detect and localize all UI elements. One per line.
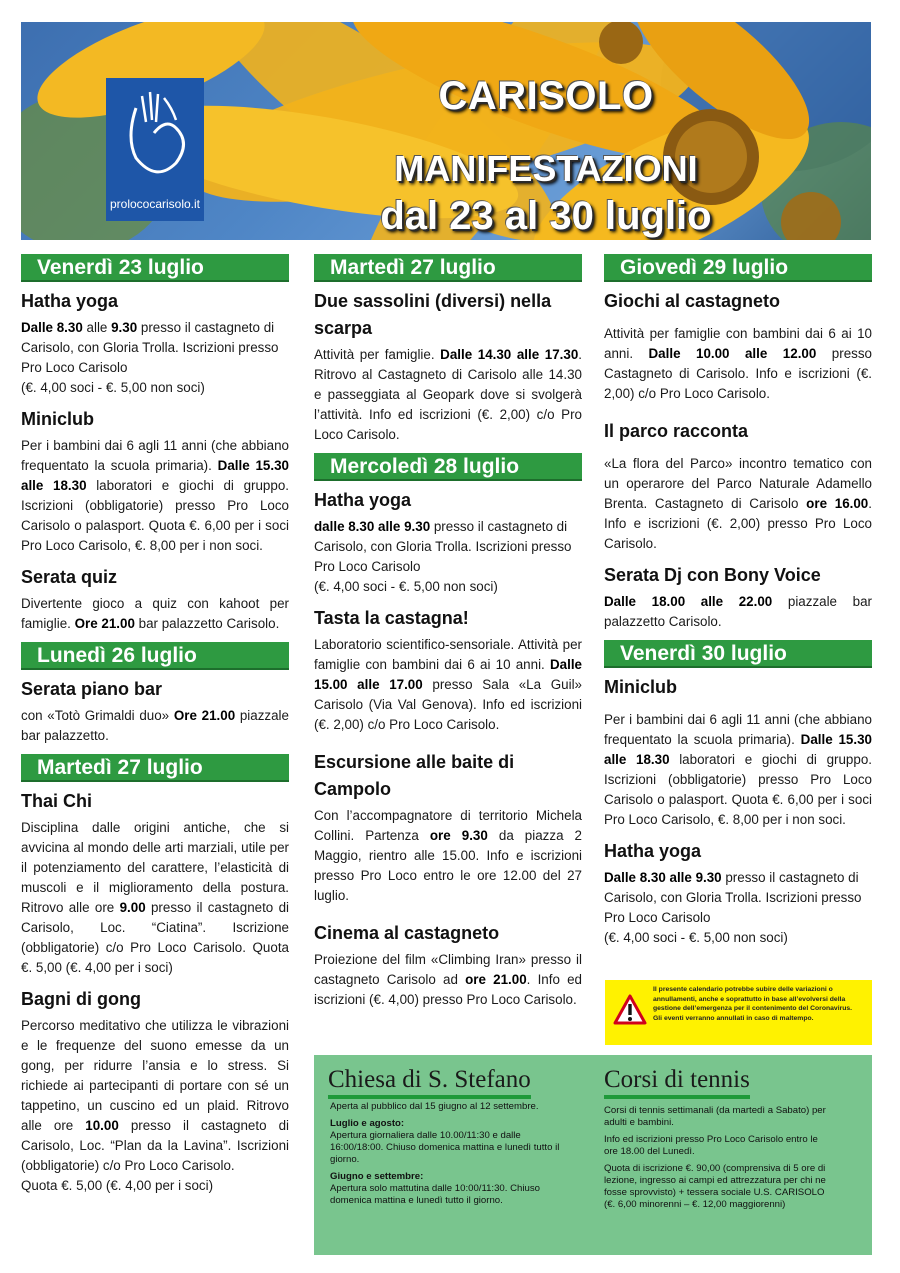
tennis-info: Corsi di tennis settimanali (da martedì a Sabato) per adulti e bambini. Info ed iscrizioni presso Pro Loco Carisolo entro le ore 18.00 del Lunedì. Quota di iscrizione €. 90,00 (comprensiva di 5 ore di lezione, ingresso ai campi ed attrezzatura per chi ne fosse sprovvisto) + tessera sociale U.S. CARISOLO (€. 6,00 minorenni – €. 12,00 maggiorenni): [604, 1105, 826, 1210]
event-desc-escursione-campolo: Con l’accompagnatore di territorio Michela Collini. Partenza ore 9.30 da piazza 2 Maggio, rientro alle 15.00. Info e iscrizioni presso Pro Loco entro le ore 12.00 del 27 luglio.: [314, 808, 582, 903]
event-title-bagni-di-gong: Bagni di gong: [21, 989, 141, 1009]
chiesa-info: Aperta al pubblico dal 15 giugno al 12 settembre. Luglio e agosto: Apertura giornaliera dalle 10.00/11:30 e dalle 16:00/18:00. Chiuso domenica mattina e lunedì tutto il giorno. Giugno e settembre: Apertura solo mattutina dalle 10:00/11:30. Chiuso domenica mattina e lunedì tutto il giorno.: [330, 1101, 560, 1206]
event-price: (€. 4,00 soci - €. 5,00 non soci): [21, 380, 205, 395]
tennis-title: Corsi di tennis: [604, 1066, 750, 1099]
day-header-lunedi-26: Lunedì 26 luglio: [21, 642, 289, 670]
event-title-escursione-campolo: Escursione alle baite di Campolo: [314, 752, 515, 799]
event-price: (€. 4,00 soci - €. 5,00 non soci): [604, 930, 788, 945]
event-desc-serata-quiz: Divertente gioco a quiz con kahoot per famiglie. Ore 21.00 bar palazzetto Carisolo.: [21, 596, 289, 631]
notice-text: Il presente calendario potrebbe subire delle variazioni o annullamenti, anche e soprattutto in base all’evolversi della gestione dell’emergenza per il contenimento del Coronavirus. Gli eventi verranno annullati in caso di maltempo.: [653, 986, 853, 1022]
event-desc-due-sassolini: Attività per famiglie. Dalle 14.30 alle 17.30. Ritrovo al Castagneto di Carisolo alle 14.30 e passeggiata al Geopark dove si svolgerà l’attività. Info ed iscrizioni (€. 2,00) c/o Pro Loco Carisolo.: [314, 347, 582, 442]
day-header-martedi-27: Martedì 27 luglio: [21, 754, 289, 782]
column-left: [21, 254, 289, 1204]
day-header-giovedi-29: Giovedì 29 luglio: [604, 254, 872, 282]
prolococarisolo-logo: [106, 78, 204, 221]
event-title-serata-quiz: Serata quiz: [21, 567, 118, 587]
event-title-due-sassolini: Due sassolini (diversi) nella scarpa: [314, 291, 552, 338]
event-price: (€. 4,00 soci - €. 5,00 non soci): [314, 579, 498, 594]
day-header-venerdi-23: Venerdì 23 luglio: [21, 254, 289, 282]
event-desc-hatha-yoga: dalle 8.30 alle 9.30 presso il castagneto di Carisolo, con Gloria Trolla. Iscrizioni presso Pro Loco Carisolo (€. 4,00 soci - €. 5,00 non soci): [314, 519, 572, 594]
banner-title-events: MANIFESTAZIONI: [394, 148, 698, 189]
event-desc-miniclub: Per i bambini dai 6 agli 11 anni (che abbiano frequentato la scuola primaria). Dalle 15.30 alle 18.30 laboratori e giochi di gruppo. Iscrizioni (obbligatorie) presso Pro Loco Carisolo o palasport. Quota €. 6,00 per i soci Pro Loco Carisolo, €. 8,00 per i non soci.: [21, 438, 289, 553]
event-desc-serata-dj: Dalle 18.00 alle 22.00 piazzale bar palazzetto Carisolo.: [604, 594, 872, 629]
event-desc-thai-chi: Disciplina dalle origini antiche, che si avvicina al mondo delle arti marziali, utile per il potenziamento del carattere, l’elasticità di muscoli e il miglioramento della postura. Ritrovo alle ore 9.00 presso il castagneto di Carisolo, Loc. “Ciatina”. Iscrizione (obbligatorie) c/o Pro Loco Carisolo. Quota €. 5,00 (€. 4,00 per i soci): [21, 820, 289, 975]
event-title-miniclub: Miniclub: [21, 409, 94, 429]
event-title-serata-dj: Serata Dj con Bony Voice: [604, 565, 821, 585]
day-header-mercoledi-28: Mercoledì 28 luglio: [314, 453, 582, 481]
column-right: [604, 254, 872, 956]
event-title-piano-bar: Serata piano bar: [21, 679, 163, 699]
event-desc-parco-racconta: «La flora del Parco» incontro tematico con un operarore del Parco Naturale Adamello Brenta. Castagneto di Carisolo ore 16.00. Info e iscrizioni (€. 2,00) presso Pro Loco Carisolo.: [604, 456, 872, 551]
event-desc-hatha-yoga: Dalle 8.30 alle 9.30 presso il castagneto di Carisolo, con Gloria Trolla. Iscrizioni presso Pro Loco Carisolo (€. 4,00 soci - €. 5,00 non soci): [604, 870, 862, 945]
event-title-thai-chi: Thai Chi: [21, 791, 92, 811]
column-middle: [314, 254, 582, 1018]
event-title-miniclub: Miniclub: [604, 677, 677, 697]
event-title-hatha-yoga: Hatha yoga: [21, 291, 119, 311]
day-header-martedi-27: Martedì 27 luglio: [314, 254, 582, 282]
event-desc-tasta-la-castagna: Laboratorio scientifico-sensoriale. Attività per famiglie con bambini dai 6 ai 10 anni. Dalle 15.00 alle 17.00 presso Sala «La Guil» Carisolo (Via Val Genova). Info ed iscrizioni (€. 2,00) c/o Pro Loco Carisolo.: [314, 637, 582, 732]
logo-emblem: [106, 78, 204, 188]
event-title-giochi-castagneto: Giochi al castagneto: [604, 291, 781, 311]
event-title-hatha-yoga: Hatha yoga: [314, 490, 412, 510]
banner-title-dates: dal 23 al 30 luglio: [380, 194, 712, 238]
event-desc-bagni-di-gong: Percorso meditativo che utilizza le vibrazioni e le frequenze del suono emesse da un gong, per ridurre l’ansia e lo stress. Si richiede ai partecipanti di portare con sé un tappetino, un cuscino ed un plaid. Ritrovo alle ore 10.00 presso il castagneto di Carisolo, Loc. “Plan da la Lavina”. Iscrizioni (obbligatorie) c/o Pro Loco Carisolo. Quota €. 5,00 (€. 4,00 per i soci): [21, 1018, 289, 1193]
event-title-hatha-yoga: Hatha yoga: [604, 841, 702, 861]
covid-notice: [605, 980, 872, 1045]
chiesa-title: Chiesa di S. Stefano: [328, 1066, 531, 1099]
event-title-cinema-castagneto: Cinema al castagneto: [314, 923, 500, 943]
info-box: [314, 1055, 872, 1255]
event-quota: Quota €. 5,00 (€. 4,00 per i soci): [21, 1178, 214, 1193]
event-desc-piano-bar: con «Totò Grimaldi duo» Ore 21.00 piazzale bar palazzetto.: [21, 708, 289, 743]
event-desc-giochi-castagneto: Attività per famiglie con bambini dai 6 ai 10 anni. Dalle 10.00 alle 12.00 presso Castagneto di Carisolo. Info e iscrizioni (€. 2,00) c/o Pro Loco Carisolo.: [604, 326, 872, 401]
event-title-parco-racconta: Il parco racconta: [604, 421, 749, 441]
event-desc-hatha-yoga: Dalle 8.30 alle 9.30 presso il castagneto di Carisolo, con Gloria Trolla. Iscrizioni presso Pro Loco Carisolo (€. 4,00 soci - €. 5,00 non soci): [21, 320, 279, 395]
logo-url: prolococarisolo.it: [109, 197, 201, 211]
event-desc-miniclub: Per i bambini dai 6 agli 11 anni (che abbiano frequentato la scuola primaria). Dalle 15.30 alle 18.30 laboratori e giochi di gruppo. Iscrizioni (obbligatorie) presso Pro Loco Carisolo o palasport. Quota €. 6,00 per i soci Pro Loco Carisolo, €. 8,00 per i non soci.: [604, 712, 872, 827]
header-banner: [21, 22, 871, 240]
warning-icon: [613, 994, 647, 1026]
banner-title-town: CARISOLO: [438, 74, 654, 118]
day-header-venerdi-30: Venerdì 30 luglio: [604, 640, 872, 668]
event-title-tasta-la-castagna: Tasta la castagna!: [314, 608, 469, 628]
event-desc-cinema-castagneto: Proiezione del film «Climbing Iran» presso il castagneto Carisolo ad ore 21.00. Info ed iscrizioni (€. 4,00) presso Pro Loco Carisolo.: [314, 952, 582, 1007]
